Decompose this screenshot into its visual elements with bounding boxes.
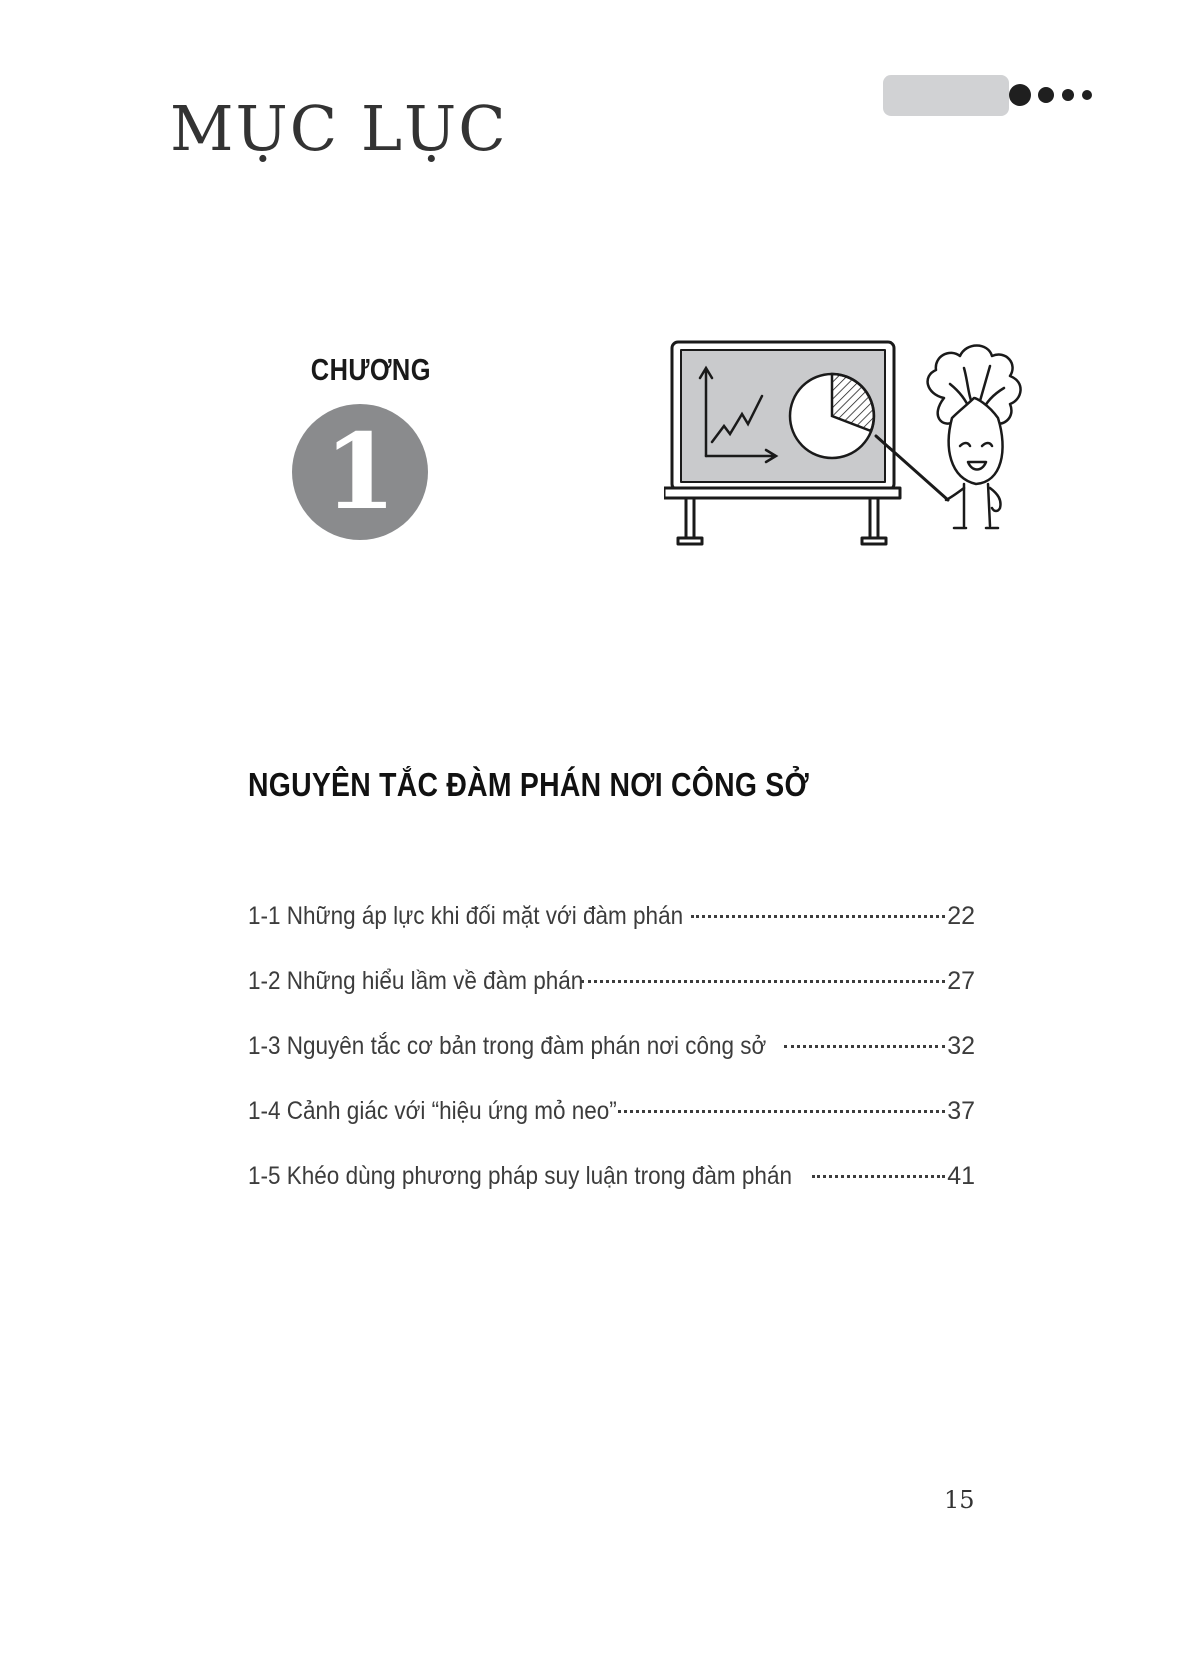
toc-entry-page: 27	[947, 967, 975, 995]
toc-entry-page: 22	[947, 902, 975, 930]
indicator-dot	[1038, 87, 1054, 103]
cabbage-mascot	[928, 346, 1021, 529]
toc-entry-page: 41	[947, 1162, 975, 1190]
toc-entry-title: 1-2 Những hiểu lầm về đàm phán	[248, 967, 584, 995]
page-title: MỤC LỤC	[170, 92, 508, 165]
presentation-illustration	[664, 338, 1044, 558]
dot-leader	[784, 1045, 945, 1048]
toc-entry[interactable]	[248, 967, 975, 1032]
dot-leader	[812, 1175, 945, 1178]
toc-entry-page: 32	[947, 1032, 975, 1060]
indicator-dot	[1082, 90, 1092, 100]
toc-entry[interactable]	[248, 1032, 975, 1097]
toc-entry-title: 1-5 Khéo dùng phương pháp suy luận trong đàm phán	[248, 1162, 792, 1190]
toc-entry-title: 1-3 Nguyên tắc cơ bản trong đàm phán nơi công sở	[248, 1032, 767, 1060]
chapter-number-badge: 1	[292, 404, 428, 540]
indicator-dot	[1009, 84, 1031, 106]
dot-leader	[581, 980, 946, 983]
pie-chart-icon	[790, 374, 874, 458]
toc-entry[interactable]	[248, 1097, 975, 1162]
chapter-title: NGUYÊN TẮC ĐÀM PHÁN NƠI CÔNG SỞ	[248, 766, 809, 803]
table-of-contents	[248, 902, 975, 1227]
chapter-label: CHƯƠNG	[310, 352, 431, 387]
indicator-dot	[1062, 89, 1074, 101]
page-number: 15	[944, 1486, 975, 1514]
section-tab-marker	[883, 75, 1009, 116]
toc-entry-title: 1-1 Những áp lực khi đối mặt với đàm phán	[248, 902, 684, 930]
dot-leader	[618, 1110, 945, 1113]
toc-entry[interactable]	[248, 1162, 975, 1227]
toc-entry[interactable]	[248, 902, 975, 967]
dot-leader	[691, 915, 945, 918]
toc-entry-page: 37	[947, 1097, 975, 1125]
toc-entry-title: 1-4 Cảnh giác với “hiệu ứng mỏ neo”	[248, 1097, 617, 1125]
